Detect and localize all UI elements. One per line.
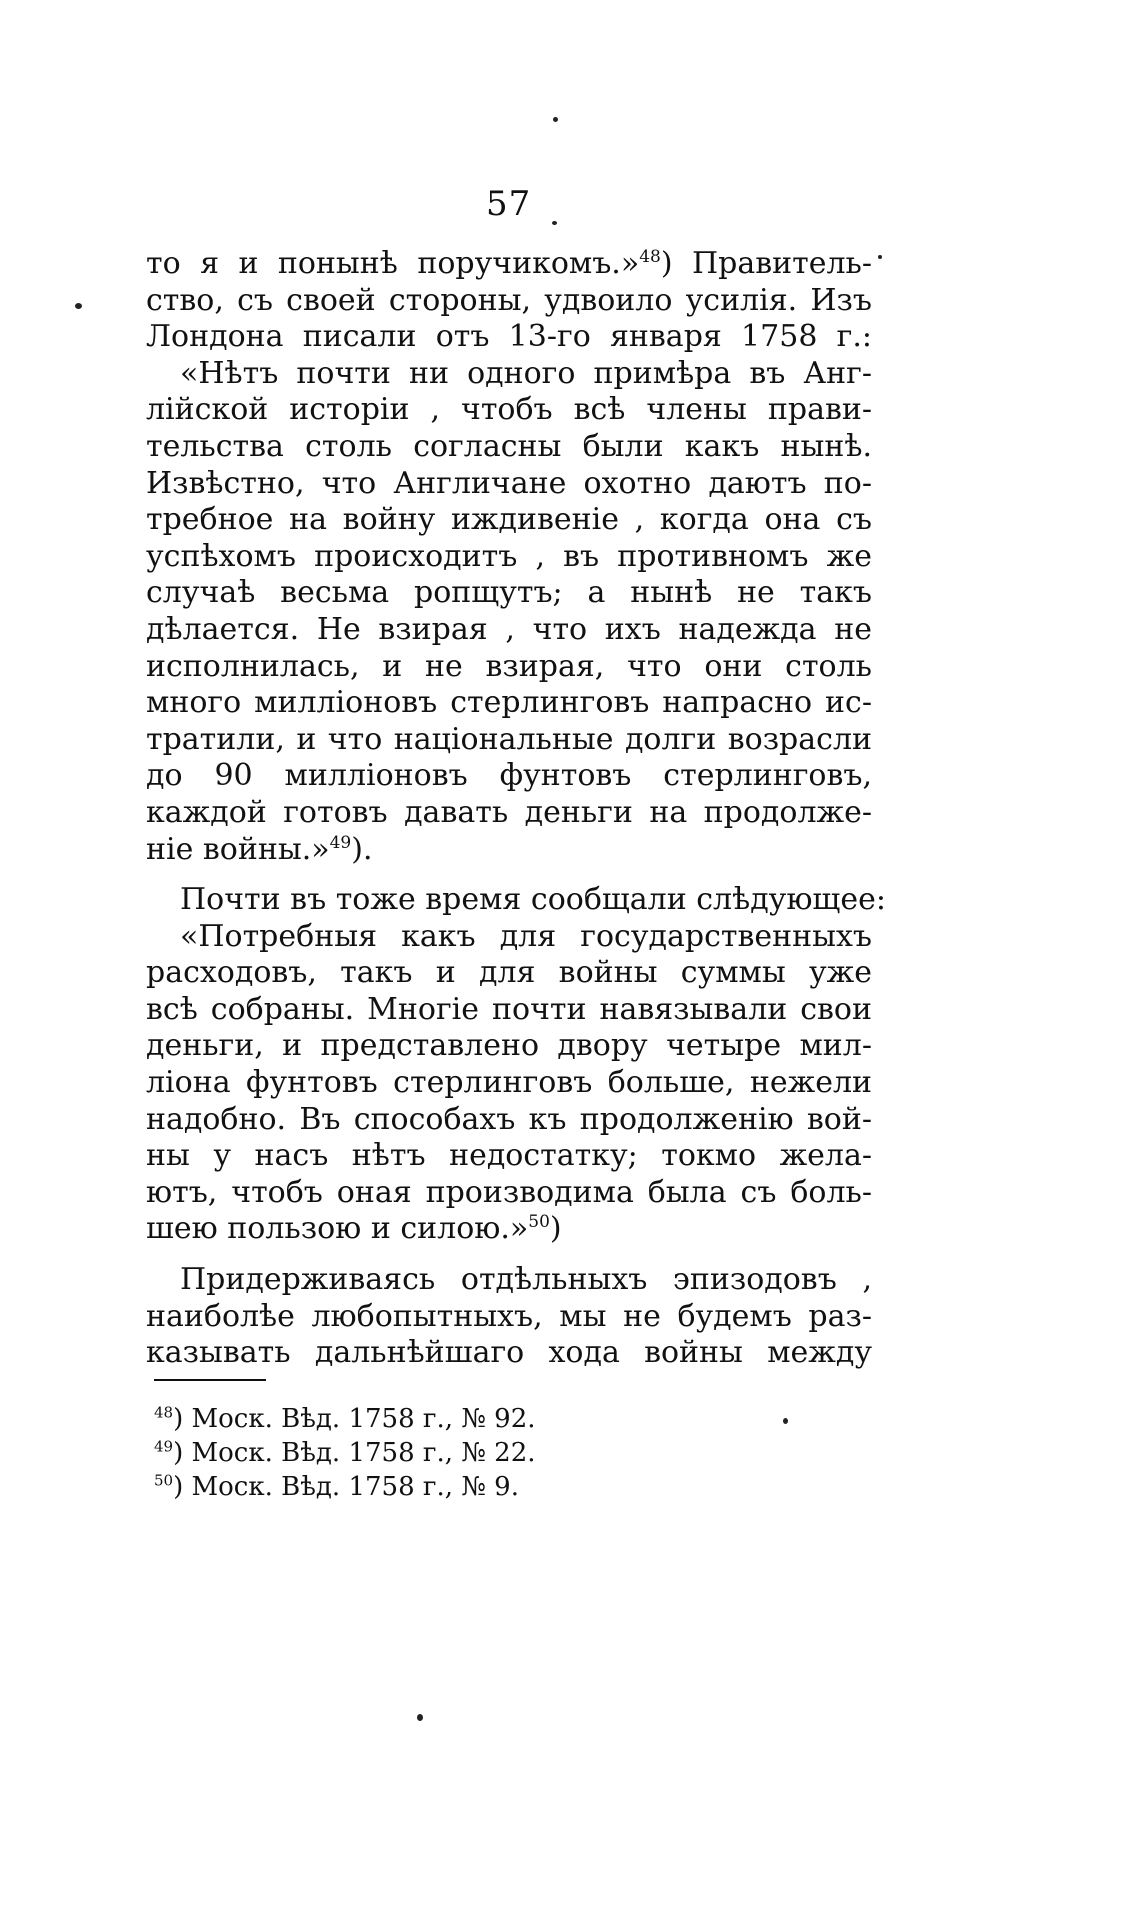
scan-speck — [878, 255, 882, 259]
text-line: ютъ, чтобъ оная производима была съ боль- — [146, 1174, 872, 1210]
text-line: исполнилась, и не взирая, что они столь — [146, 648, 872, 684]
scan-speck — [75, 303, 82, 309]
footnote: $^{49}$) Моск. Вѣд. 1758 г., № 22. — [154, 1437, 536, 1468]
footnote-number: 50 — [154, 1471, 174, 1490]
text-line: до 90 милліоновъ фунтовъ стерлинговъ, — [146, 758, 872, 794]
text-line: «Потребныя какъ для государственныхъ — [180, 918, 872, 954]
scan-speck — [783, 1418, 788, 1424]
text-line: успѣхомъ происходитъ , въ противномъ же — [146, 538, 872, 574]
text-line: расходовъ, такъ и для войны суммы уже — [146, 955, 872, 991]
footnote-ref: 50 — [528, 1212, 550, 1233]
footnotes — [154, 1402, 536, 1504]
paragraph — [146, 246, 872, 356]
text-line: надобно. Въ способахъ къ продолженію вой- — [146, 1101, 872, 1137]
text-line: Почти въ тоже время сообщали слѣдующее: — [180, 882, 886, 918]
footnote: $^{48}$) Моск. Вѣд. 1758 г., № 92. — [154, 1403, 536, 1434]
text-line: казывать дальнѣйшаго хода войны между — [146, 1335, 872, 1371]
text-line: всѣ собраны. Многіе почти навязывали свои — [146, 991, 872, 1027]
text-line: Извѣстно, что Англичане охотно даютъ по- — [146, 465, 872, 501]
text-line: то я и понынѣ поручикомъ.»$^{48}$) Правитель- — [146, 246, 872, 281]
text-line: ніе войны.»$^{49}$). — [146, 831, 373, 867]
paragraph — [146, 882, 886, 919]
footnote-number: 49 — [154, 1437, 174, 1456]
text-line: шею пользою и силою.»$^{50}$) — [146, 1211, 562, 1247]
page-number: 57 — [486, 184, 532, 224]
paragraph — [146, 1262, 872, 1372]
text-line: наиболѣе любопытныхъ, мы не будемъ раз- — [146, 1298, 872, 1334]
main-text — [146, 246, 886, 1372]
text-line: деньги, и представлено двору четыре мил- — [146, 1028, 872, 1064]
text-line: каждой готовъ давать деньги на продолже- — [146, 794, 872, 830]
text-line: ны у насъ нѣтъ недостатку; токмо жела- — [146, 1138, 872, 1174]
text-line: Лондона писали отъ 13-го января 1758 г.: — [146, 319, 872, 355]
footnote-divider — [154, 1379, 266, 1381]
footnote: $^{50}$) Моск. Вѣд. 1758 г., № 9. — [154, 1471, 519, 1502]
text-line: лійской исторіи , чтобъ всѣ члены прави- — [146, 392, 872, 428]
text-line: тельства столь согласны были какъ нынѣ. — [146, 428, 872, 464]
footnote-ref: 48 — [639, 247, 661, 267]
footnote-number: 48 — [154, 1403, 174, 1422]
scan-speck — [417, 1714, 423, 1721]
text-line: Придерживаясь отдѣльныхъ эпизодовъ , — [180, 1262, 872, 1298]
scan-speck — [552, 221, 557, 225]
text-line: ліона фунтовъ стерлинговъ больше, нежели — [146, 1065, 872, 1101]
text-line: случаѣ весьма ропщутъ; а нынѣ не такъ — [146, 575, 872, 611]
footnote-ref: 49 — [329, 832, 352, 853]
paragraph — [146, 919, 872, 1248]
text-line: дѣлается. Не взирая , что ихъ надежда не — [146, 611, 872, 647]
text-line: «Нѣтъ почти ни одного примѣра въ Анг- — [180, 355, 872, 391]
text-line: много милліоновъ стерлинговъ напрасно ис- — [146, 685, 872, 721]
paragraph — [146, 356, 872, 868]
text-line: тратили, и что національные долги возрасли — [146, 721, 872, 757]
text-line: требное на войну иждивеніе , когда она съ — [146, 502, 872, 538]
text-line: ство, съ своей стороны, удвоило усилія. Изъ — [146, 282, 872, 318]
scan-speck — [553, 117, 558, 122]
